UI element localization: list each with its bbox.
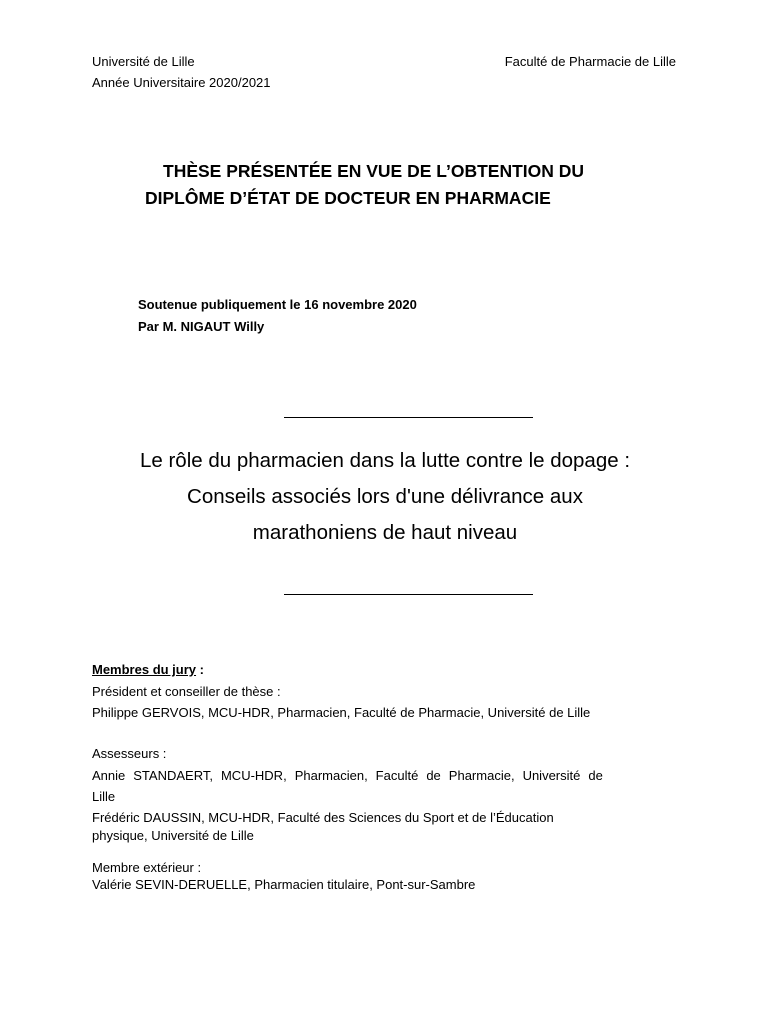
defense-date: Soutenue publiquement le 16 novembre 2020 xyxy=(138,297,417,312)
university-name: Université de Lille xyxy=(92,54,195,69)
external-member-entry: Valérie SEVIN-DERUELLE, Pharmacien titulaire, Pont-sur-Sambre xyxy=(92,877,476,892)
assessor-2-line1: Frédéric DAUSSIN, MCU-HDR, Faculté des Sciences du Sport et de l’Éducation xyxy=(92,810,554,825)
president-label: Président et conseiller de thèse : xyxy=(92,684,281,699)
external-member-label: Membre extérieur : xyxy=(92,860,202,875)
thesis-heading-line1: THÈSE PRÉSENTÉE EN VUE DE L’OBTENTION DU xyxy=(163,161,585,181)
jury-heading xyxy=(92,660,680,680)
thesis-title-line1: Le rôle du pharmacien dans la lutte contre le dopage : xyxy=(139,449,631,472)
thesis-title-line2: Conseils associés lors d'une délivrance aux xyxy=(187,485,583,508)
assessor-2-line2: physique, Université de Lille xyxy=(92,828,254,843)
thesis-title-line3: marathoniens de haut niveau xyxy=(252,521,518,544)
assessor-1-line1: Annie STANDAERT, MCU-HDR, Pharmacien, Faculté de Pharmacie, Université de xyxy=(92,768,603,783)
assessors-label: Assesseurs : xyxy=(92,746,167,761)
assessor-1-line2: Lille xyxy=(92,789,116,804)
bottom-divider xyxy=(284,594,533,595)
president-entry: Philippe GERVOIS, MCU-HDR, Pharmacien, Faculté de Pharmacie, Université de Lille xyxy=(92,705,591,720)
defense-author: Par M. NIGAUT Willy xyxy=(138,319,265,334)
jury-heading-colon: : xyxy=(196,662,204,677)
faculty-name: Faculté de Pharmacie de Lille xyxy=(504,54,676,69)
thesis-heading-line2: DIPLÔME D’ÉTAT DE DOCTEUR EN PHARMACIE xyxy=(145,188,551,208)
jury-heading-label: Membres du jury xyxy=(92,662,197,677)
academic-year: Année Universitaire 2020/2021 xyxy=(92,75,271,90)
top-divider xyxy=(284,417,533,418)
